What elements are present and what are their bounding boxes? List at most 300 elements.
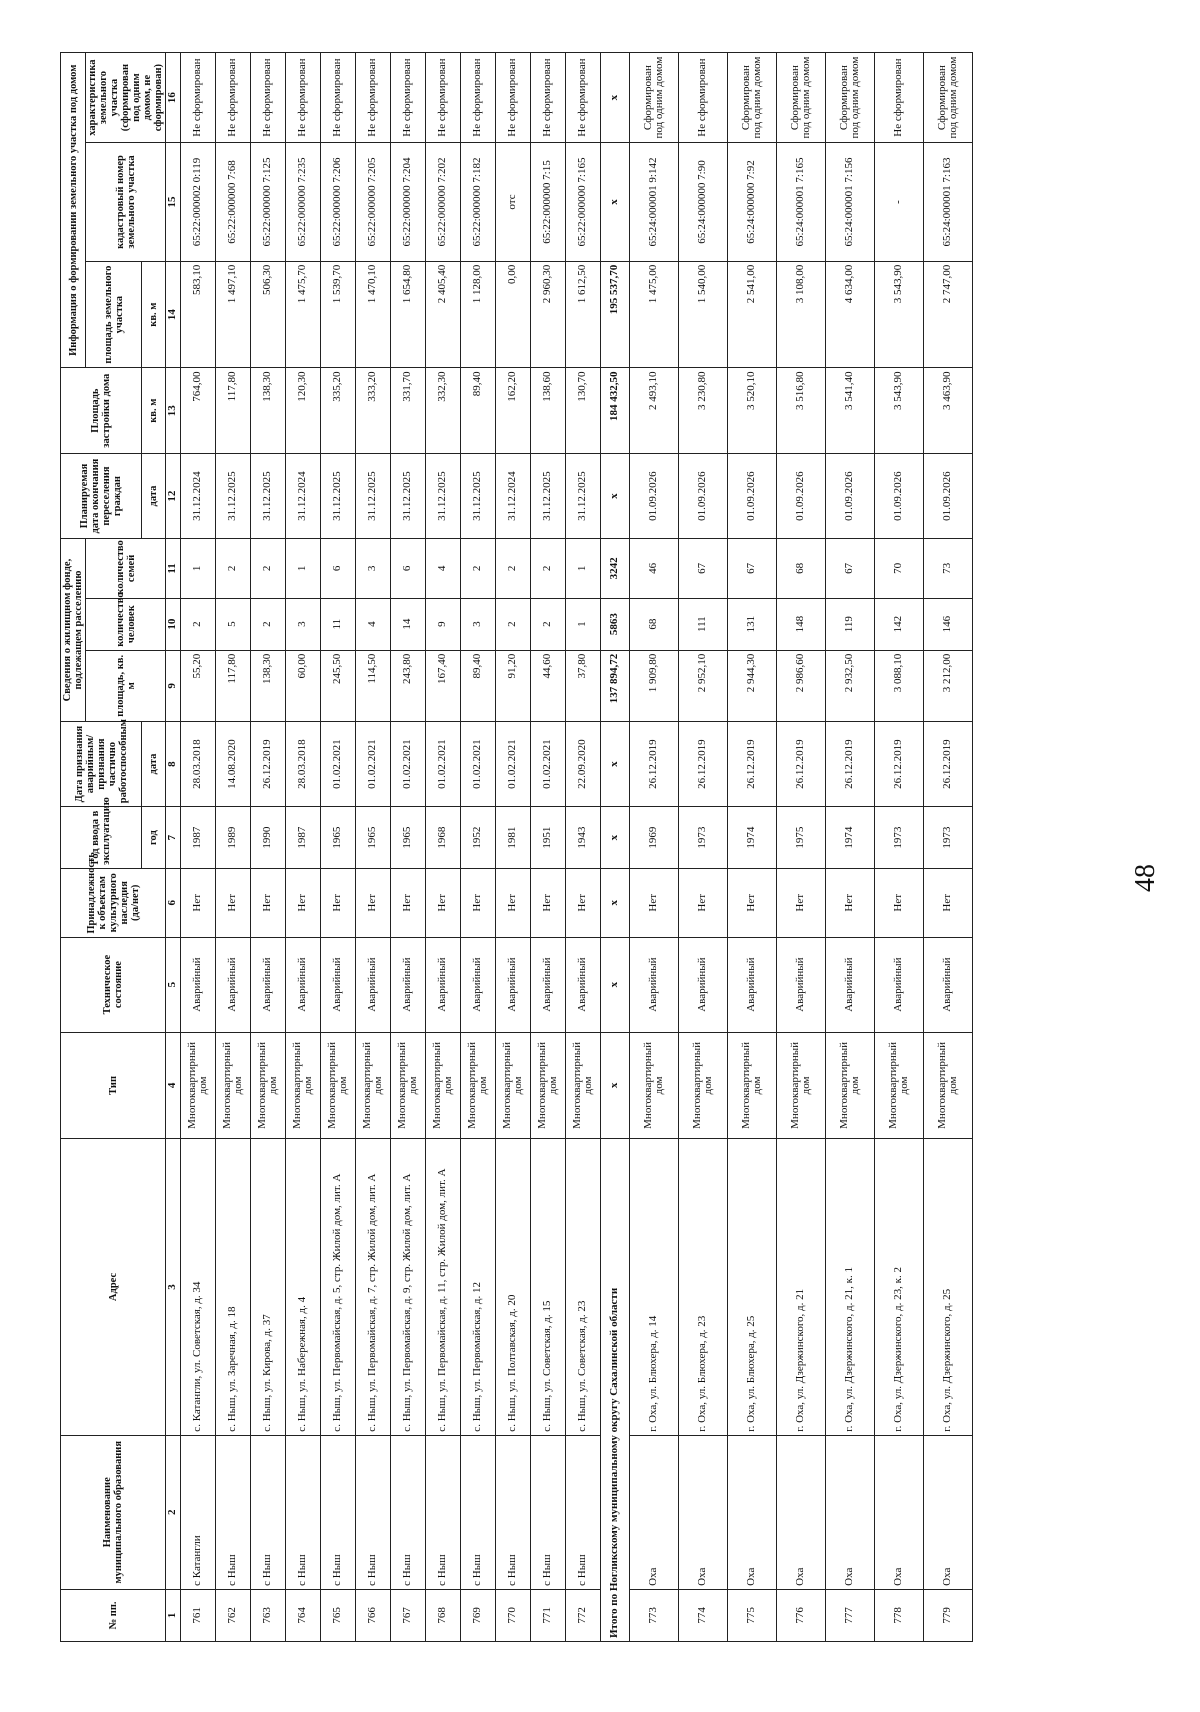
row-building-area: 3 516,80 [777, 368, 826, 453]
row-address: г. Оха, ул. Дзержинского, д. 23, к. 2 [875, 1139, 924, 1435]
header-recognition-group: Дата признания аварийным/признания частично работоспособным [61, 721, 142, 806]
row-land-status: Не сформирован [875, 53, 924, 143]
row-area: 2 932,50 [826, 650, 875, 721]
row-type: Многоквартирный дом [679, 1032, 728, 1139]
row-recognition-date: 26.12.2019 [630, 721, 679, 806]
row-number: 767 [391, 1589, 426, 1641]
row-year: 1990 [251, 807, 286, 869]
row-condition: Аварийный [777, 937, 826, 1032]
row-land-status: Сформирован под одним домом [728, 53, 777, 143]
row-planned-date: 01.09.2026 [826, 453, 875, 538]
row-year: 1965 [356, 807, 391, 869]
row-people: 119 [826, 598, 875, 650]
column-number: 11 [166, 539, 181, 598]
row-people: 2 [181, 598, 216, 650]
row-land-status: Не сформирован [461, 53, 496, 143]
header-condition: Техническое состояние [61, 937, 166, 1032]
table-row [875, 53, 924, 1642]
row-building-area: 332,30 [426, 368, 461, 453]
row-building-area: 138,60 [531, 368, 566, 453]
header-year: год [142, 807, 166, 869]
total-label: Итого по Ногликскому муниципальному округу Сахалинской области [601, 1139, 630, 1642]
table-header [61, 53, 181, 1642]
row-type: Многоквартирный дом [875, 1032, 924, 1139]
row-cultural: Нет [679, 868, 728, 937]
row-land-area: 2 960,30 [531, 261, 566, 368]
column-number: 1 [166, 1589, 181, 1641]
row-number: 770 [496, 1589, 531, 1641]
row-land-status: Не сформирован [391, 53, 426, 143]
row-land-status: Не сформирован [251, 53, 286, 143]
row-recognition-date: 26.12.2019 [679, 721, 728, 806]
row-planned-date: 31.12.2025 [426, 453, 461, 538]
row-area: 60,00 [286, 650, 321, 721]
header-building-area-unit: кв. м [142, 368, 166, 453]
row-cadastral: 65:24:000000 7:90 [679, 143, 728, 262]
row-municipality: Оха [679, 1435, 728, 1589]
total-condition: х [601, 937, 630, 1032]
row-type: Многоквартирный дом [286, 1032, 321, 1139]
row-number: 774 [679, 1589, 728, 1641]
row-cultural: Нет [216, 868, 251, 937]
row-families: 2 [531, 539, 566, 598]
row-condition: Аварийный [356, 937, 391, 1032]
row-land-area: 0,00 [496, 261, 531, 368]
row-address: с. Катангли, ул. Советская, д. 34 [181, 1139, 216, 1435]
table-row [391, 53, 426, 1642]
row-number: 779 [924, 1589, 973, 1641]
row-municipality: с Ныш [566, 1435, 601, 1589]
row-families: 6 [391, 539, 426, 598]
column-number: 2 [166, 1435, 181, 1589]
row-condition: Аварийный [251, 937, 286, 1032]
row-people: 5 [216, 598, 251, 650]
row-people: 131 [728, 598, 777, 650]
row-recognition-date: 26.12.2019 [826, 721, 875, 806]
table-row [181, 53, 216, 1642]
row-number: 773 [630, 1589, 679, 1641]
row-recognition-date: 26.12.2019 [777, 721, 826, 806]
row-condition: Аварийный [321, 937, 356, 1032]
row-number: 768 [426, 1589, 461, 1641]
row-recognition-date: 01.02.2021 [531, 721, 566, 806]
header-address: Адрес [61, 1139, 166, 1435]
row-building-area: 130,70 [566, 368, 601, 453]
row-land-status: Не сформирован [286, 53, 321, 143]
row-building-area: 117,80 [216, 368, 251, 453]
row-people: 3 [461, 598, 496, 650]
row-municipality: с Ныш [426, 1435, 461, 1589]
total-recognition: х [601, 721, 630, 806]
row-number: 778 [875, 1589, 924, 1641]
row-cultural: Нет [566, 868, 601, 937]
row-land-area: 1 470,10 [356, 261, 391, 368]
row-year: 1974 [826, 807, 875, 869]
row-people: 3 [286, 598, 321, 650]
row-address: с. Ныш, ул. Заречная, д. 18 [216, 1139, 251, 1435]
row-type: Многоквартирный дом [391, 1032, 426, 1139]
row-planned-date: 01.09.2026 [875, 453, 924, 538]
row-condition: Аварийный [630, 937, 679, 1032]
row-cultural: Нет [321, 868, 356, 937]
row-land-area: 2 541,00 [728, 261, 777, 368]
row-number: 776 [777, 1589, 826, 1641]
row-people: 111 [679, 598, 728, 650]
row-year: 1974 [728, 807, 777, 869]
row-cultural: Нет [630, 868, 679, 937]
row-cultural: Нет [286, 868, 321, 937]
row-type: Многоквартирный дом [461, 1032, 496, 1139]
row-families: 1 [566, 539, 601, 598]
row-number: 762 [216, 1589, 251, 1641]
row-municipality: Оха [777, 1435, 826, 1589]
row-cadastral: 65:24:000001 7:163 [924, 143, 973, 262]
row-people: 2 [251, 598, 286, 650]
row-area: 2 986,60 [777, 650, 826, 721]
row-recognition-date: 26.12.2019 [875, 721, 924, 806]
header-planned-group: Планируемая дата окончания переселения граждан [61, 453, 142, 538]
row-year: 1952 [461, 807, 496, 869]
row-building-area: 89,40 [461, 368, 496, 453]
row-cadastral: 65:22:000000 7:15 [531, 143, 566, 262]
row-cadastral: 65:22:000000 7:235 [286, 143, 321, 262]
row-type: Многоквартирный дом [826, 1032, 875, 1139]
row-area: 245,50 [321, 650, 356, 721]
row-land-area: 1 128,00 [461, 261, 496, 368]
row-address: с. Ныш, ул. Первомайская, д. 5, стр. Жилой дом, лит. А [321, 1139, 356, 1435]
row-type: Многоквартирный дом [356, 1032, 391, 1139]
row-people: 148 [777, 598, 826, 650]
row-families: 70 [875, 539, 924, 598]
row-planned-date: 01.09.2026 [777, 453, 826, 538]
row-families: 73 [924, 539, 973, 598]
row-area: 2 944,30 [728, 650, 777, 721]
row-land-area: 1 475,70 [286, 261, 321, 368]
column-number: 13 [166, 368, 181, 453]
row-type: Многоквартирный дом [531, 1032, 566, 1139]
row-year: 1973 [924, 807, 973, 869]
row-cultural: Нет [777, 868, 826, 937]
total-area: 137 894,72 [601, 650, 630, 721]
row-planned-date: 31.12.2025 [566, 453, 601, 538]
table-row [630, 53, 679, 1642]
row-cultural: Нет [531, 868, 566, 937]
row-recognition-date: 01.02.2021 [426, 721, 461, 806]
table-row [679, 53, 728, 1642]
row-land-status: Сформирован под одним домом [630, 53, 679, 143]
row-planned-date: 31.12.2025 [391, 453, 426, 538]
total-year: х [601, 807, 630, 869]
row-cultural: Нет [924, 868, 973, 937]
table-row [216, 53, 251, 1642]
header-land-group: Информация о формировании земельного участка под домом [61, 53, 86, 369]
row-municipality: с Ныш [251, 1435, 286, 1589]
row-land-status: Не сформирован [426, 53, 461, 143]
row-type: Многоквартирный дом [728, 1032, 777, 1139]
row-type: Многоквартирный дом [181, 1032, 216, 1139]
row-municipality: Оха [630, 1435, 679, 1589]
table-row [924, 53, 973, 1642]
header-land-status: характеристика земельного участка (сформирован под одним домом, не сформирован) [86, 53, 166, 143]
row-condition: Аварийный [826, 937, 875, 1032]
row-area: 117,80 [216, 650, 251, 721]
row-cultural: Нет [875, 868, 924, 937]
row-land-status: Сформирован под одним домом [924, 53, 973, 143]
header-planned-date: дата [142, 453, 166, 538]
total-families: 3242 [601, 539, 630, 598]
row-land-status: Сформирован под одним домом [826, 53, 875, 143]
row-land-area: 4 634,00 [826, 261, 875, 368]
table-row [531, 53, 566, 1642]
row-number: 761 [181, 1589, 216, 1641]
row-condition: Аварийный [728, 937, 777, 1032]
column-number: 10 [166, 598, 181, 650]
row-condition: Аварийный [286, 937, 321, 1032]
row-address: г. Оха, ул. Дзержинского, д. 25 [924, 1139, 973, 1435]
row-municipality: Оха [924, 1435, 973, 1589]
row-land-status: Не сформирован [216, 53, 251, 143]
row-year: 1965 [391, 807, 426, 869]
row-planned-date: 31.12.2025 [356, 453, 391, 538]
row-planned-date: 31.12.2025 [216, 453, 251, 538]
table-row [566, 53, 601, 1642]
row-families: 4 [426, 539, 461, 598]
row-address: г. Оха, ул. Дзержинского, д. 21, к. 1 [826, 1139, 875, 1435]
total-row [601, 53, 630, 1642]
row-municipality: Оха [875, 1435, 924, 1589]
row-municipality: с Ныш [286, 1435, 321, 1589]
row-type: Многоквартирный дом [630, 1032, 679, 1139]
column-number: 16 [166, 53, 181, 143]
row-area: 89,40 [461, 650, 496, 721]
row-year: 1951 [531, 807, 566, 869]
row-people: 9 [426, 598, 461, 650]
row-year: 1968 [426, 807, 461, 869]
row-cultural: Нет [181, 868, 216, 937]
row-municipality: с Ныш [321, 1435, 356, 1589]
row-area: 138,30 [251, 650, 286, 721]
row-condition: Аварийный [391, 937, 426, 1032]
row-planned-date: 31.12.2024 [286, 453, 321, 538]
row-cultural: Нет [426, 868, 461, 937]
row-area: 1 909,80 [630, 650, 679, 721]
row-recognition-date: 26.12.2019 [924, 721, 973, 806]
table-row [826, 53, 875, 1642]
row-cultural: Нет [728, 868, 777, 937]
total-type: х [601, 1032, 630, 1139]
row-municipality: с Ныш [461, 1435, 496, 1589]
row-families: 3 [356, 539, 391, 598]
row-cadastral: 65:22:000000 7:204 [391, 143, 426, 262]
header-municipality: Наименование муниципального образования [61, 1435, 166, 1589]
row-land-status: Не сформирован [496, 53, 531, 143]
table-row [496, 53, 531, 1642]
row-address: с. Ныш, ул. Первомайская, д. 9, стр. Жилой дом, лит. А [391, 1139, 426, 1435]
row-people: 2 [531, 598, 566, 650]
row-address: с. Ныш, ул. Набережная, д. 4 [286, 1139, 321, 1435]
row-planned-date: 01.09.2026 [630, 453, 679, 538]
row-area: 44,60 [531, 650, 566, 721]
row-condition: Аварийный [531, 937, 566, 1032]
table-row [356, 53, 391, 1642]
row-building-area: 3 230,80 [679, 368, 728, 453]
table-body-okha [630, 53, 973, 1642]
row-area: 37,80 [566, 650, 601, 721]
row-people: 68 [630, 598, 679, 650]
row-year: 1943 [566, 807, 601, 869]
row-land-status: Не сформирован [181, 53, 216, 143]
row-families: 67 [679, 539, 728, 598]
header-families: количество семей [86, 539, 166, 598]
header-land-area: площадь земельного участка [86, 261, 142, 368]
row-number: 775 [728, 1589, 777, 1641]
row-families: 1 [181, 539, 216, 598]
row-cultural: Нет [496, 868, 531, 937]
row-land-status: Не сформирован [566, 53, 601, 143]
row-cadastral: 65:24:000001 9:142 [630, 143, 679, 262]
row-municipality: Оха [728, 1435, 777, 1589]
row-cadastral: 65:22:000002 0:119 [181, 143, 216, 262]
row-type: Многоквартирный дом [321, 1032, 356, 1139]
row-year: 1969 [630, 807, 679, 869]
row-number: 772 [566, 1589, 601, 1641]
row-number: 777 [826, 1589, 875, 1641]
row-cadastral: - [875, 143, 924, 262]
header-cultural: Принадлежность к объектам культурного наследия (да/нет) [61, 868, 166, 937]
row-planned-date: 01.09.2026 [924, 453, 973, 538]
row-area: 167,40 [426, 650, 461, 721]
row-type: Многоквартирный дом [924, 1032, 973, 1139]
row-cadastral: 65:22:000000 7:206 [321, 143, 356, 262]
row-municipality: с Ныш [356, 1435, 391, 1589]
column-number: 15 [166, 143, 181, 262]
row-type: Многоквартирный дом [777, 1032, 826, 1139]
row-people: 1 [566, 598, 601, 650]
row-address: с. Ныш, ул. Советская, д. 15 [531, 1139, 566, 1435]
row-condition: Аварийный [679, 937, 728, 1032]
row-year: 1965 [321, 807, 356, 869]
column-number: 6 [166, 868, 181, 937]
row-people: 11 [321, 598, 356, 650]
row-families: 2 [216, 539, 251, 598]
row-type: Многоквартирный дом [426, 1032, 461, 1139]
header-area: площадь, кв. м [86, 650, 166, 721]
column-number: 4 [166, 1032, 181, 1139]
row-building-area: 333,20 [356, 368, 391, 453]
row-recognition-date: 22.09.2020 [566, 721, 601, 806]
row-number: 766 [356, 1589, 391, 1641]
row-year: 1975 [777, 807, 826, 869]
table-body-total [601, 53, 630, 1642]
table-row [728, 53, 777, 1642]
row-families: 2 [461, 539, 496, 598]
total-people: 5863 [601, 598, 630, 650]
row-year: 1989 [216, 807, 251, 869]
total-land-area: 195 537,70 [601, 261, 630, 368]
row-type: Многоквартирный дом [251, 1032, 286, 1139]
total-building-area: 184 432,50 [601, 368, 630, 453]
row-families: 6 [321, 539, 356, 598]
row-address: г. Оха, ул. Блюхера, д. 23 [679, 1139, 728, 1435]
emergency-housing-table [60, 52, 973, 1642]
row-condition: Аварийный [496, 937, 531, 1032]
row-families: 1 [286, 539, 321, 598]
row-municipality: с Катангли [181, 1435, 216, 1589]
column-number: 8 [166, 721, 181, 806]
header-building-area-group: Площадь застройки дома [61, 368, 142, 453]
row-families: 68 [777, 539, 826, 598]
table-row [286, 53, 321, 1642]
row-condition: Аварийный [181, 937, 216, 1032]
row-cultural: Нет [391, 868, 426, 937]
row-municipality: с Ныш [496, 1435, 531, 1589]
row-planned-date: 31.12.2025 [321, 453, 356, 538]
header-type: Тип [61, 1032, 166, 1139]
row-families: 67 [826, 539, 875, 598]
row-building-area: 3 543,90 [875, 368, 924, 453]
row-area: 2 952,10 [679, 650, 728, 721]
table-row [777, 53, 826, 1642]
row-year: 1973 [679, 807, 728, 869]
row-building-area: 3 541,40 [826, 368, 875, 453]
row-address: с. Ныш, ул. Советская, д. 23 [566, 1139, 601, 1435]
table-row [426, 53, 461, 1642]
row-building-area: 162,20 [496, 368, 531, 453]
header-people: количество человек [86, 598, 166, 650]
table-row [251, 53, 286, 1642]
row-building-area: 335,20 [321, 368, 356, 453]
row-building-area: 120,30 [286, 368, 321, 453]
row-building-area: 3 520,10 [728, 368, 777, 453]
row-number: 769 [461, 1589, 496, 1641]
row-land-area: 3 108,00 [777, 261, 826, 368]
row-area: 55,20 [181, 650, 216, 721]
row-area: 114,50 [356, 650, 391, 721]
row-building-area: 764,00 [181, 368, 216, 453]
row-cadastral: 65:24:000001 7:165 [777, 143, 826, 262]
row-year: 1973 [875, 807, 924, 869]
row-land-status: Не сформирован [679, 53, 728, 143]
row-condition: Аварийный [924, 937, 973, 1032]
row-cadastral: 65:22:000000 7:165 [566, 143, 601, 262]
row-cadastral: 65:22:000000 7:202 [426, 143, 461, 262]
column-number: 3 [166, 1139, 181, 1435]
row-recognition-date: 01.02.2021 [461, 721, 496, 806]
total-land-status: х [601, 53, 630, 143]
table-row [461, 53, 496, 1642]
total-planned: х [601, 453, 630, 538]
row-cultural: Нет [356, 868, 391, 937]
row-recognition-date: 14.08.2020 [216, 721, 251, 806]
row-land-area: 1 612,50 [566, 261, 601, 368]
row-address: г. Оха, ул. Блюхера, д. 25 [728, 1139, 777, 1435]
row-year: 1981 [496, 807, 531, 869]
row-cultural: Нет [461, 868, 496, 937]
row-condition: Аварийный [426, 937, 461, 1032]
row-land-area: 1 497,10 [216, 261, 251, 368]
header-cadastral: кадастровый номер земельного участка [86, 143, 166, 262]
column-number: 9 [166, 650, 181, 721]
row-planned-date: 31.12.2024 [496, 453, 531, 538]
row-people: 4 [356, 598, 391, 650]
total-cultural: х [601, 868, 630, 937]
row-planned-date: 31.12.2025 [461, 453, 496, 538]
row-land-area: 1 475,00 [630, 261, 679, 368]
column-number: 5 [166, 937, 181, 1032]
row-land-status: Не сформирован [321, 53, 356, 143]
row-condition: Аварийный [875, 937, 924, 1032]
row-number: 764 [286, 1589, 321, 1641]
